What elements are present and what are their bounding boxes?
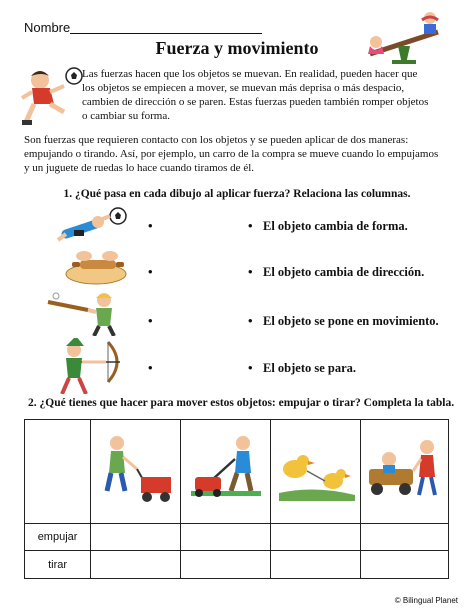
match-dot-left-2[interactable]: • [148, 264, 153, 279]
answer-table [24, 419, 449, 579]
match-dot-left-1[interactable]: • [148, 218, 153, 233]
wagon-pull-icon [91, 429, 179, 509]
table-image-row [25, 420, 449, 524]
archer-icon [56, 338, 130, 394]
lawn-mower-icon [181, 429, 269, 509]
option-en-movimiento: El objeto se pone en movimiento. [263, 314, 439, 328]
option-cambia-direccion: El objeto cambia de dirección. [263, 265, 425, 279]
table-row-empujar [25, 524, 449, 551]
row-label-empujar: empujar [25, 524, 91, 551]
question-2: 2. ¿Qué tienes que hacer para mover estos objetos: empujar o tirar? Completa la tabla. [28, 397, 455, 409]
name-line[interactable] [70, 33, 262, 34]
question-1: 1. ¿Qué pasa en cada dibujo al aplicar fuerza? Relaciona las columnas. [63, 188, 411, 200]
duck-toy-icon [271, 429, 359, 509]
intro-paragraph: Las fuerzas hacen que los objetos se muevan. En realidad, pueden hacer que los objetos se empiecen a mover, se muevan más deprisa o más despacio, cambien de dirección o se paren. Estas fuerzas pueden también romper objetos o cambiar su forma. [82, 68, 429, 122]
table-cell-image-1 [91, 420, 181, 524]
answer-cell-tirar-2[interactable] [181, 551, 271, 579]
name-label: Nombre [24, 20, 71, 35]
answer-cell-tirar-1[interactable] [91, 551, 181, 579]
page-title: Fuerza y movimiento [155, 38, 319, 58]
option-se-para: El objeto se para. [263, 361, 357, 375]
match-dot-left-3[interactable]: • [148, 313, 153, 328]
table-cell-image-2 [181, 420, 271, 524]
match-dot-right-1[interactable]: • [248, 218, 253, 233]
match-dot-right-2[interactable]: • [248, 264, 253, 279]
answer-cell-empujar-4[interactable] [360, 524, 448, 551]
match-dot-left-4[interactable]: • [148, 360, 153, 375]
match-dot-right-3[interactable]: • [248, 313, 253, 328]
option-cambia-forma: El objeto cambia de forma. [263, 219, 408, 233]
toy-car-icon [361, 429, 447, 509]
baseball-batter-icon [44, 290, 128, 336]
rolling-dough-icon [60, 246, 130, 286]
answer-cell-empujar-2[interactable] [181, 524, 271, 551]
body-paragraph: Son fuerzas que requieren contacto con los objetos y se pueden aplicar de dos maneras: empujando o tirando. Así, por ejemplo, un carro de la compra se mueve cuando lo empujamos y un juguete de ruedas lo hace cuando tiramos de él. [24, 134, 439, 174]
name-field [24, 20, 70, 35]
goalkeeper-icon [56, 206, 128, 246]
table-corner-cell [25, 420, 91, 524]
row-label-tirar: tirar [25, 551, 91, 579]
answer-cell-tirar-3[interactable] [271, 551, 361, 579]
soccer-boy-icon [20, 66, 84, 130]
table-cell-image-3 [271, 420, 361, 524]
answer-cell-tirar-4[interactable] [360, 551, 448, 579]
table-row-tirar [25, 551, 449, 579]
match-dot-right-4[interactable]: • [248, 360, 253, 375]
table-cell-image-4 [360, 420, 448, 524]
copyright-credit: © Bilingual Planet [394, 596, 458, 605]
answer-cell-empujar-1[interactable] [91, 524, 181, 551]
answer-cell-empujar-3[interactable] [271, 524, 361, 551]
